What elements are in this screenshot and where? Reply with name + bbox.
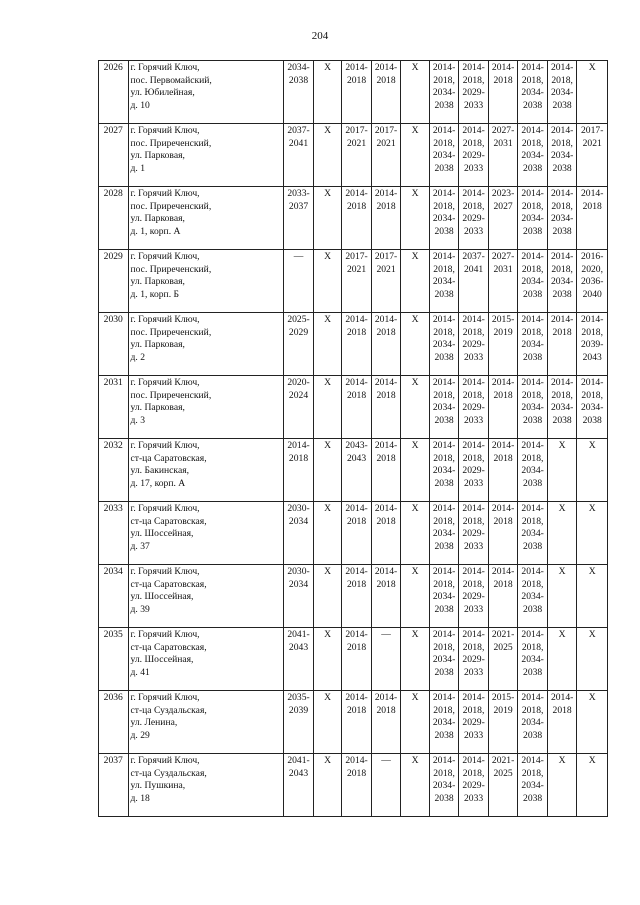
period-cell-c5: X — [401, 187, 430, 250]
period-cell-c11: X — [577, 439, 608, 502]
address-cell: г. Горячий Ключ, пос. Приреченский, ул. Парковая, д. 1 — [128, 124, 284, 187]
period-cell-c6: 2014- 2018, 2034- 2038 — [429, 691, 459, 754]
address-cell: г. Горячий Ключ, ст-ца Саратовская, ул. Шоссейная, д. 41 — [128, 628, 284, 691]
period-cell-c2: X — [313, 187, 342, 250]
row-number-cell: 2033 — [99, 502, 129, 565]
period-cell-c1: 2034- 2038 — [284, 61, 314, 124]
address-cell: г. Горячий Ключ, пос. Первомайский, ул. Юбилейная, д. 10 — [128, 61, 284, 124]
row-number-cell: 2030 — [99, 313, 129, 376]
period-cell-c8: 2014- 2018 — [488, 439, 518, 502]
table-row — [99, 502, 608, 565]
period-cell-c9: 2014- 2018, 2034- 2038 — [518, 628, 548, 691]
period-cell-c10: 2014- 2018, 2034- 2038 — [547, 376, 577, 439]
address-cell: г. Горячий Ключ, ст-ца Суздальская, ул. Ленина, д. 29 — [128, 691, 284, 754]
period-cell-c7: 2014- 2018, 2029- 2033 — [459, 502, 489, 565]
address-cell: г. Горячий Ключ, пос. Приреченский, ул. Парковая, д. 1, корп. А — [128, 187, 284, 250]
period-cell-c2: X — [313, 565, 342, 628]
period-cell-c6: 2014- 2018, 2034- 2038 — [429, 61, 459, 124]
period-cell-c1: 2037- 2041 — [284, 124, 314, 187]
period-cell-c8: 2014- 2018 — [488, 376, 518, 439]
period-cell-c3: 2017- 2021 — [342, 250, 372, 313]
period-cell-c6: 2014- 2018, 2034- 2038 — [429, 628, 459, 691]
period-cell-c11: 2016- 2020, 2036- 2040 — [577, 250, 608, 313]
row-number-cell: 2028 — [99, 187, 129, 250]
period-cell-c11: X — [577, 61, 608, 124]
period-cell-c5: X — [401, 754, 430, 817]
table-row — [99, 313, 608, 376]
period-cell-c3: 2014- 2018 — [342, 187, 372, 250]
period-cell-c2: X — [313, 754, 342, 817]
table-row — [99, 691, 608, 754]
period-cell-c10: X — [547, 628, 577, 691]
period-cell-c1: 2014- 2018 — [284, 439, 314, 502]
period-cell-c7: 2014- 2018, 2029- 2033 — [459, 313, 489, 376]
address-cell: г. Горячий Ключ, пос. Приреченский, ул. Парковая, д. 1, корп. Б — [128, 250, 284, 313]
period-cell-c6: 2014- 2018, 2034- 2038 — [429, 313, 459, 376]
period-cell-c9: 2014- 2018, 2034- 2038 — [518, 691, 548, 754]
period-cell-c2: X — [313, 313, 342, 376]
period-cell-c11: X — [577, 754, 608, 817]
period-cell-c8: 2027- 2031 — [488, 250, 518, 313]
period-cell-c2: X — [313, 439, 342, 502]
period-cell-c1: 2025- 2029 — [284, 313, 314, 376]
period-cell-c6: 2014- 2018, 2034- 2038 — [429, 502, 459, 565]
period-cell-c2: X — [313, 502, 342, 565]
period-cell-c9: 2014- 2018, 2034- 2038 — [518, 376, 548, 439]
period-cell-c3: 2014- 2018 — [342, 691, 372, 754]
period-cell-c5: X — [401, 439, 430, 502]
row-number-cell: 2029 — [99, 250, 129, 313]
period-cell-c10: X — [547, 565, 577, 628]
period-cell-c9: 2014- 2018, 2034- 2038 — [518, 754, 548, 817]
period-cell-c8: 2015- 2019 — [488, 691, 518, 754]
period-cell-c5: X — [401, 313, 430, 376]
period-cell-c11: X — [577, 628, 608, 691]
period-cell-c10: 2014- 2018, 2034- 2038 — [547, 124, 577, 187]
period-cell-c8: 2014- 2018 — [488, 565, 518, 628]
table-row — [99, 376, 608, 439]
period-cell-c6: 2014- 2018, 2034- 2038 — [429, 250, 459, 313]
period-cell-c3: 2014- 2018 — [342, 313, 372, 376]
period-cell-c1: 2020- 2024 — [284, 376, 314, 439]
period-cell-c1: — — [284, 250, 314, 313]
table-row — [99, 754, 608, 817]
period-cell-c6: 2014- 2018, 2034- 2038 — [429, 565, 459, 628]
row-number-cell: 2032 — [99, 439, 129, 502]
period-cell-c7: 2014- 2018, 2029- 2033 — [459, 628, 489, 691]
table-row — [99, 124, 608, 187]
address-cell: г. Горячий Ключ, ст-ца Саратовская, ул. Шоссейная, д. 37 — [128, 502, 284, 565]
period-cell-c11: 2014- 2018, 2034- 2038 — [577, 376, 608, 439]
page-number: 204 — [311, 30, 329, 42]
period-cell-c1: 2033- 2037 — [284, 187, 314, 250]
period-cell-c7: 2037- 2041 — [459, 250, 489, 313]
period-cell-c3: 2014- 2018 — [342, 628, 372, 691]
table-row — [99, 565, 608, 628]
period-cell-c7: 2014- 2018, 2029- 2033 — [459, 439, 489, 502]
period-cell-c9: 2014- 2018, 2034- 2038 — [518, 502, 548, 565]
period-cell-c4: 2014- 2018 — [371, 187, 401, 250]
address-cell: г. Горячий Ключ, ст-ца Саратовская, ул. Шоссейная, д. 39 — [128, 565, 284, 628]
period-cell-c1: 2030- 2034 — [284, 565, 314, 628]
row-number-cell: 2026 — [99, 61, 129, 124]
period-cell-c9: 2014- 2018, 2034- 2038 — [518, 187, 548, 250]
period-cell-c2: X — [313, 124, 342, 187]
period-cell-c8: 2015- 2019 — [488, 313, 518, 376]
period-cell-c8: 2023- 2027 — [488, 187, 518, 250]
period-cell-c11: X — [577, 565, 608, 628]
period-cell-c1: 2030- 2034 — [284, 502, 314, 565]
period-cell-c4: — — [371, 628, 401, 691]
period-cell-c8: 2021- 2025 — [488, 628, 518, 691]
table-row — [99, 628, 608, 691]
period-cell-c3: 2014- 2018 — [342, 565, 372, 628]
period-cell-c4: 2014- 2018 — [371, 502, 401, 565]
period-cell-c11: X — [577, 502, 608, 565]
address-cell: г. Горячий Ключ, ст-ца Саратовская, ул. Бакинская, д. 17, корп. А — [128, 439, 284, 502]
period-cell-c8: 2027- 2031 — [488, 124, 518, 187]
period-cell-c3: 2014- 2018 — [342, 754, 372, 817]
period-cell-c5: X — [401, 124, 430, 187]
period-cell-c8: 2014- 2018 — [488, 61, 518, 124]
period-cell-c5: X — [401, 250, 430, 313]
period-cell-c5: X — [401, 376, 430, 439]
period-cell-c10: 2014- 2018, 2034- 2038 — [547, 250, 577, 313]
address-cell: г. Горячий Ключ, ст-ца Суздальская, ул. Пушкина, д. 18 — [128, 754, 284, 817]
address-cell: г. Горячий Ключ, пос. Приреченский, ул. Парковая, д. 3 — [128, 376, 284, 439]
table-row — [99, 439, 608, 502]
schedule-table — [98, 60, 608, 817]
period-cell-c1: 2035- 2039 — [284, 691, 314, 754]
period-cell-c6: 2014- 2018, 2034- 2038 — [429, 754, 459, 817]
table-row — [99, 187, 608, 250]
period-cell-c7: 2014- 2018, 2029- 2033 — [459, 376, 489, 439]
period-cell-c4: 2014- 2018 — [371, 439, 401, 502]
period-cell-c6: 2014- 2018, 2034- 2038 — [429, 124, 459, 187]
period-cell-c9: 2014- 2018, 2034- 2038 — [518, 124, 548, 187]
period-cell-c9: 2014- 2018, 2034- 2038 — [518, 313, 548, 376]
row-number-cell: 2037 — [99, 754, 129, 817]
row-number-cell: 2027 — [99, 124, 129, 187]
row-number-cell: 2034 — [99, 565, 129, 628]
period-cell-c7: 2014- 2018, 2029- 2033 — [459, 124, 489, 187]
period-cell-c11: 2014- 2018, 2039- 2043 — [577, 313, 608, 376]
period-cell-c3: 2043- 2043 — [342, 439, 372, 502]
period-cell-c10: 2014- 2018 — [547, 313, 577, 376]
row-number-cell: 2031 — [99, 376, 129, 439]
period-cell-c2: X — [313, 61, 342, 124]
period-cell-c4: — — [371, 754, 401, 817]
table-row — [99, 250, 608, 313]
period-cell-c6: 2014- 2018, 2034- 2038 — [429, 187, 459, 250]
period-cell-c7: 2014- 2018, 2029- 2033 — [459, 565, 489, 628]
period-cell-c4: 2014- 2018 — [371, 565, 401, 628]
period-cell-c10: X — [547, 754, 577, 817]
period-cell-c1: 2041- 2043 — [284, 754, 314, 817]
address-cell: г. Горячий Ключ, пос. Приреченский, ул. Парковая, д. 2 — [128, 313, 284, 376]
period-cell-c5: X — [401, 565, 430, 628]
period-cell-c10: 2014- 2018, 2034- 2038 — [547, 187, 577, 250]
period-cell-c3: 2014- 2018 — [342, 61, 372, 124]
period-cell-c9: 2014- 2018, 2034- 2038 — [518, 565, 548, 628]
row-number-cell: 2035 — [99, 628, 129, 691]
period-cell-c11: X — [577, 691, 608, 754]
period-cell-c7: 2014- 2018, 2029- 2033 — [459, 61, 489, 124]
period-cell-c10: 2014- 2018, 2034- 2038 — [547, 61, 577, 124]
period-cell-c4: 2017- 2021 — [371, 124, 401, 187]
period-cell-c1: 2041- 2043 — [284, 628, 314, 691]
period-cell-c10: 2014- 2018 — [547, 691, 577, 754]
period-cell-c7: 2014- 2018, 2029- 2033 — [459, 754, 489, 817]
table-row — [99, 61, 608, 124]
period-cell-c6: 2014- 2018, 2034- 2038 — [429, 376, 459, 439]
period-cell-c2: X — [313, 250, 342, 313]
row-number-cell: 2036 — [99, 691, 129, 754]
period-cell-c9: 2014- 2018, 2034- 2038 — [518, 250, 548, 313]
period-cell-c5: X — [401, 502, 430, 565]
period-cell-c11: 2014- 2018 — [577, 187, 608, 250]
period-cell-c4: 2014- 2018 — [371, 376, 401, 439]
period-cell-c5: X — [401, 628, 430, 691]
period-cell-c5: X — [401, 691, 430, 754]
period-cell-c4: 2014- 2018 — [371, 61, 401, 124]
period-cell-c9: 2014- 2018, 2034- 2038 — [518, 439, 548, 502]
period-cell-c6: 2014- 2018, 2034- 2038 — [429, 439, 459, 502]
period-cell-c8: 2014- 2018 — [488, 502, 518, 565]
period-cell-c4: 2014- 2018 — [371, 691, 401, 754]
period-cell-c7: 2014- 2018, 2029- 2033 — [459, 691, 489, 754]
period-cell-c3: 2014- 2018 — [342, 502, 372, 565]
period-cell-c4: 2014- 2018 — [371, 313, 401, 376]
period-cell-c2: X — [313, 691, 342, 754]
period-cell-c2: X — [313, 628, 342, 691]
period-cell-c4: 2017- 2021 — [371, 250, 401, 313]
period-cell-c3: 2017- 2021 — [342, 124, 372, 187]
period-cell-c5: X — [401, 61, 430, 124]
period-cell-c2: X — [313, 376, 342, 439]
period-cell-c9: 2014- 2018, 2034- 2038 — [518, 61, 548, 124]
period-cell-c10: X — [547, 439, 577, 502]
period-cell-c10: X — [547, 502, 577, 565]
period-cell-c3: 2014- 2018 — [342, 376, 372, 439]
period-cell-c8: 2021- 2025 — [488, 754, 518, 817]
period-cell-c7: 2014- 2018, 2029- 2033 — [459, 187, 489, 250]
period-cell-c11: 2017- 2021 — [577, 124, 608, 187]
